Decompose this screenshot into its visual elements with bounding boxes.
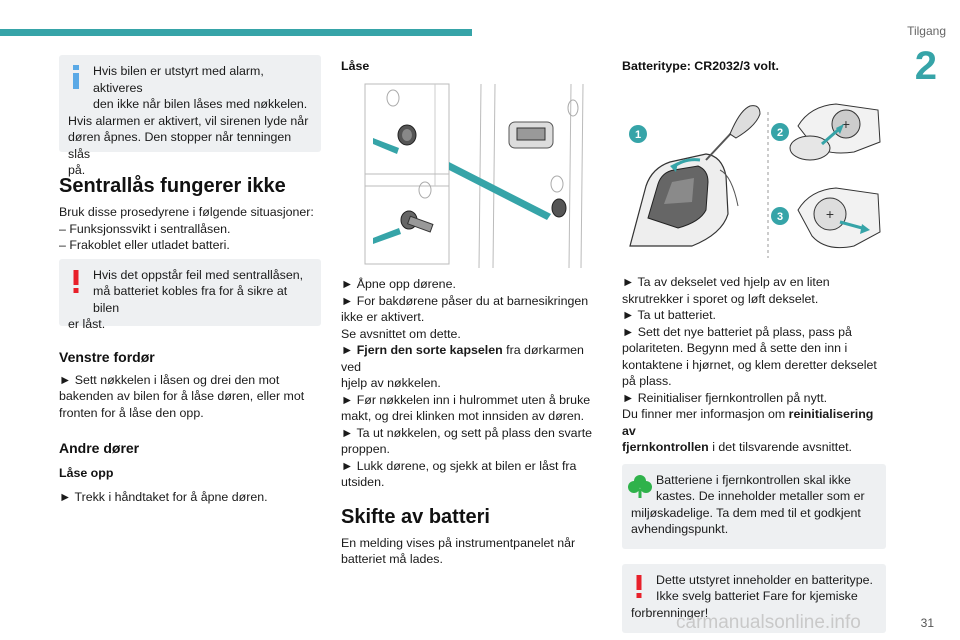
note-text: Dette utstyret inneholder en batteritype.: [656, 572, 873, 587]
note-text: miljøskadelige. Ta dem med til et godkjent: [631, 505, 861, 520]
note-text: døren åpnes. Den stopper når tenningen slås: [68, 130, 292, 161]
page-number: 31: [920, 616, 934, 630]
step-3-badge: [771, 207, 789, 225]
paragraph: ► Trekk i håndtaket for å åpne døren.: [59, 490, 268, 504]
note-text: på.: [68, 163, 86, 177]
paragraph: ► Reinitialiser fjernkontrollen på nytt.: [622, 390, 828, 405]
column-1: [59, 55, 321, 506]
step-2-badge: [771, 123, 789, 141]
note-text: avhendingspunkt.: [631, 522, 729, 536]
text: fra dørkarmen ved: [341, 343, 584, 374]
pointer-line: [449, 162, 551, 220]
note-text: Ikke svelg batteriet Fare for kjemiske: [656, 589, 858, 603]
list-item: – Funksjonssvikt i sentrallåsen.: [59, 221, 231, 236]
bullet: ►: [341, 343, 357, 357]
paragraph: [622, 406, 886, 439]
paragraph: utsiden.: [341, 475, 385, 489]
paragraph: [622, 439, 886, 456]
paragraph: Bruk disse prosedyrene i følgende situasjoner:: [59, 205, 314, 219]
paragraph: batteriet må lades.: [341, 552, 443, 566]
svg-text:2: 2: [776, 127, 784, 139]
info-icon: [68, 64, 84, 90]
paragraph: skrutrekker i sporet og løft dekselet.: [622, 291, 819, 306]
paragraph: fronten for å låse den opp.: [59, 405, 204, 420]
paragraph: ► Ta ut batteriet.: [622, 308, 716, 322]
paragraph: ► Lukk dørene, og sjekk at bilen er låst fra: [341, 458, 577, 473]
header-accent-bar: [0, 29, 472, 36]
paragraph: ikke er aktivert.: [341, 310, 425, 324]
note-text: Hvis det oppstår feil med sentrallåsen,: [93, 267, 304, 282]
subheading: Låse: [341, 59, 370, 73]
note-text: den ikke når bilen låses med nøkkelen.: [93, 97, 308, 111]
eco-note: [622, 464, 886, 549]
bold-text: fjernkontrollen: [622, 440, 709, 454]
note-text: må batteriet kobles fra for å sikre at bilen: [93, 284, 288, 315]
paragraph: polariteten. Begynn med å sette den inn i: [622, 341, 848, 355]
text: Du finner mer informasjon om: [622, 407, 789, 421]
paragraph: ► Sett det nye batteriet på plass, pass på: [622, 324, 852, 339]
paragraph: makt, og drei klinken mot innsiden av døren.: [341, 409, 585, 423]
column-3: [622, 58, 886, 633]
subsection-title: Andre dører: [59, 440, 140, 456]
tree-icon: [628, 473, 652, 499]
paragraph: ► For bakdørene påser du at barnesikringen: [341, 293, 589, 308]
svg-text:+: +: [825, 206, 835, 222]
note-text: Hvis bilen er utstyrt med alarm, aktiveres: [93, 64, 264, 95]
subheading: Låse opp: [59, 466, 114, 480]
paragraph: ► Ta ut nøkkelen, og sett på plass den svarte: [341, 425, 593, 440]
warning-icon: [631, 573, 647, 599]
warning-icon: [68, 268, 84, 294]
paragraph: ► Før nøkkelen inn i hulrommet uten å bruke: [341, 392, 591, 407]
note-text: forbrenninger!: [631, 605, 709, 620]
note-text: Batteriene i fjernkontrollen skal ikke: [656, 472, 851, 487]
paragraph: proppen.: [341, 442, 390, 456]
bold-text: Fjern den sorte kapselen: [356, 343, 503, 357]
remote-battery-illustration: [622, 86, 886, 258]
paragraph: på plass.: [622, 374, 672, 388]
paragraph: ► Sett nøkkelen i låsen og drei den mot: [59, 372, 280, 387]
note-text: er låst.: [68, 317, 106, 331]
paragraph: ► Åpne opp dørene.: [341, 277, 456, 291]
paragraph: kontaktene i hjørnet, og klem deretter dekselet: [622, 357, 877, 372]
chapter-number: 2: [914, 44, 937, 88]
paragraph: bakenden av bilen for å låse døren, eller mot: [59, 389, 305, 403]
note-text: Hvis alarmen er aktivert, vil sirenen lyde når: [68, 113, 309, 128]
svg-text:+: +: [841, 116, 851, 132]
paragraph: hjelp av nøkkelen.: [341, 376, 441, 390]
subsection-title: Venstre fordør: [59, 348, 155, 365]
bold-text: reinitialisering av: [622, 407, 874, 438]
section-label: Tilgang: [907, 24, 946, 38]
paragraph: ► Ta av dekselet ved hjelp av en liten: [622, 275, 830, 289]
paragraph: En melding vises på instrumentpanelet når: [341, 535, 576, 550]
subheading: Batteritype: CR2032/3 volt.: [622, 59, 780, 73]
step-1-badge: [629, 125, 647, 143]
svg-text:1: 1: [634, 129, 642, 141]
warning-note: [59, 259, 321, 331]
watermark: carmanualsonline.info: [676, 612, 861, 633]
section-title: Sentrallås fungerer ikke: [59, 175, 286, 197]
paragraph: [341, 342, 606, 375]
svg-text:3: 3: [776, 211, 784, 223]
list-item: – Frakoblet eller utladet batteri.: [59, 238, 230, 252]
info-note: [59, 55, 321, 177]
column-2: [341, 58, 606, 568]
note-text: kastes. De inneholder metaller som er: [656, 489, 865, 503]
section-title: Skifte av batteri: [341, 505, 490, 528]
arrow-icon: [373, 138, 399, 154]
text: i det tilsvarende avsnittet.: [708, 440, 853, 454]
arrow-icon: [373, 228, 401, 244]
paragraph: Se avsnittet om dette.: [341, 326, 461, 341]
door-lock-illustration: [361, 80, 606, 268]
